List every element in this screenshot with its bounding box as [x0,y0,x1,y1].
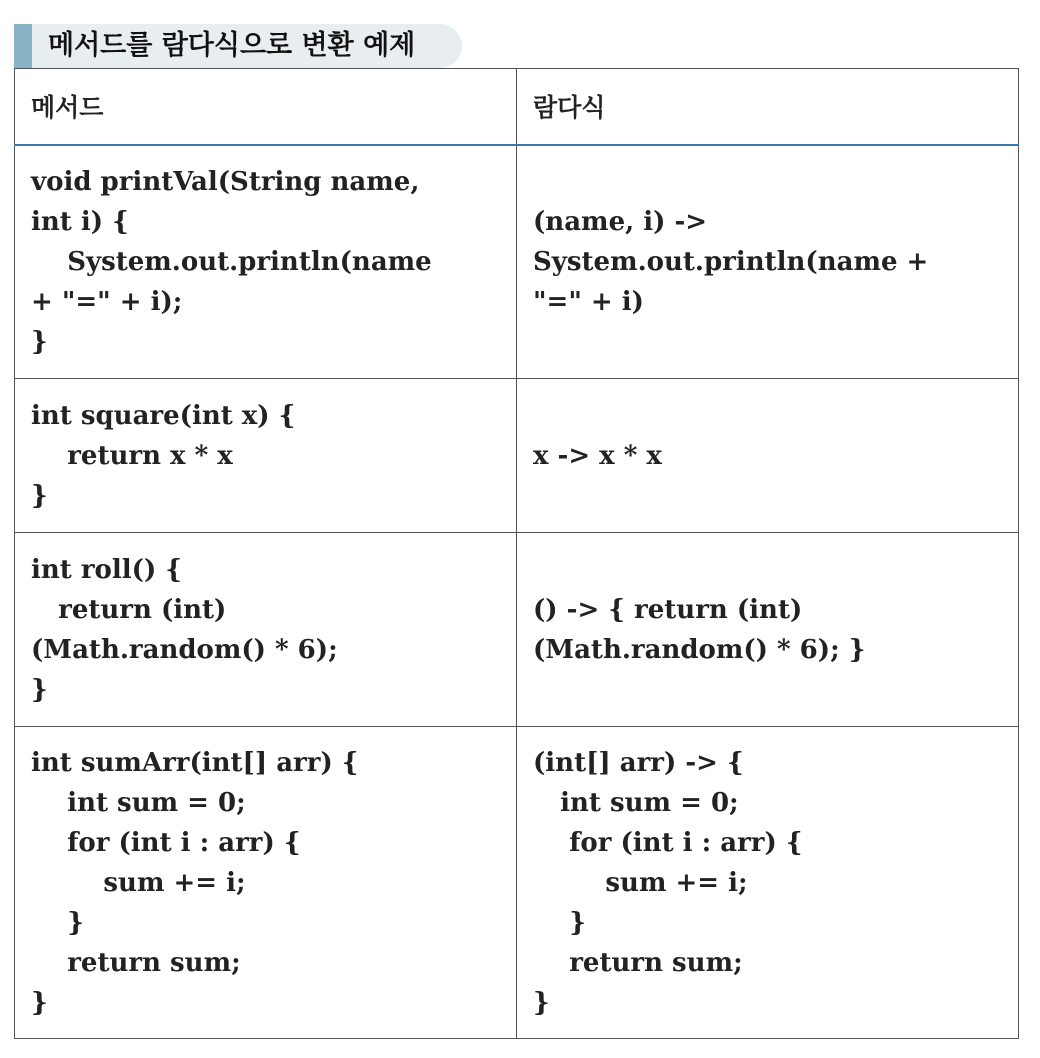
title-accent-bar [14,24,32,68]
method-cell [15,379,517,533]
method-lambda-table [14,68,1019,1039]
lambda-code: (name, i) -> System.out.println(name + "=" + i) [533,206,929,317]
method-code: void printVal(String name, int i) { System.out.println(name + "=" + i); } [31,166,432,357]
table-row [15,379,1019,533]
lambda-code: x -> x * x [533,440,662,471]
table-row [15,145,1019,379]
table-row [15,533,1019,727]
section-title-tab [14,24,462,68]
section-title: 메서드를 람다식으로 변환 예제 [48,30,416,61]
lambda-cell [517,379,1019,533]
method-code: int sumArr(int[] arr) { int sum = 0; for (int i : arr) { sum += i; } return sum; } [31,747,359,1018]
header-method: 메서드 [15,69,517,145]
header-lambda: 람다식 [517,69,1019,145]
lambda-cell [517,145,1019,379]
lambda-code: (int[] arr) -> { int sum = 0; for (int i : arr) { sum += i; } return sum; } [533,747,803,1018]
lambda-code: () -> { return (int) (Math.random() * 6); } [533,594,866,665]
lambda-cell [517,533,1019,727]
table-header-row [15,69,1019,145]
method-cell [15,533,517,727]
lambda-cell [517,727,1019,1039]
table-row [15,727,1019,1039]
method-code: int roll() { return (int) (Math.random() * 6); } [31,554,338,705]
method-code: int square(int x) { return x * x } [31,400,296,511]
method-cell [15,145,517,379]
method-cell [15,727,517,1039]
